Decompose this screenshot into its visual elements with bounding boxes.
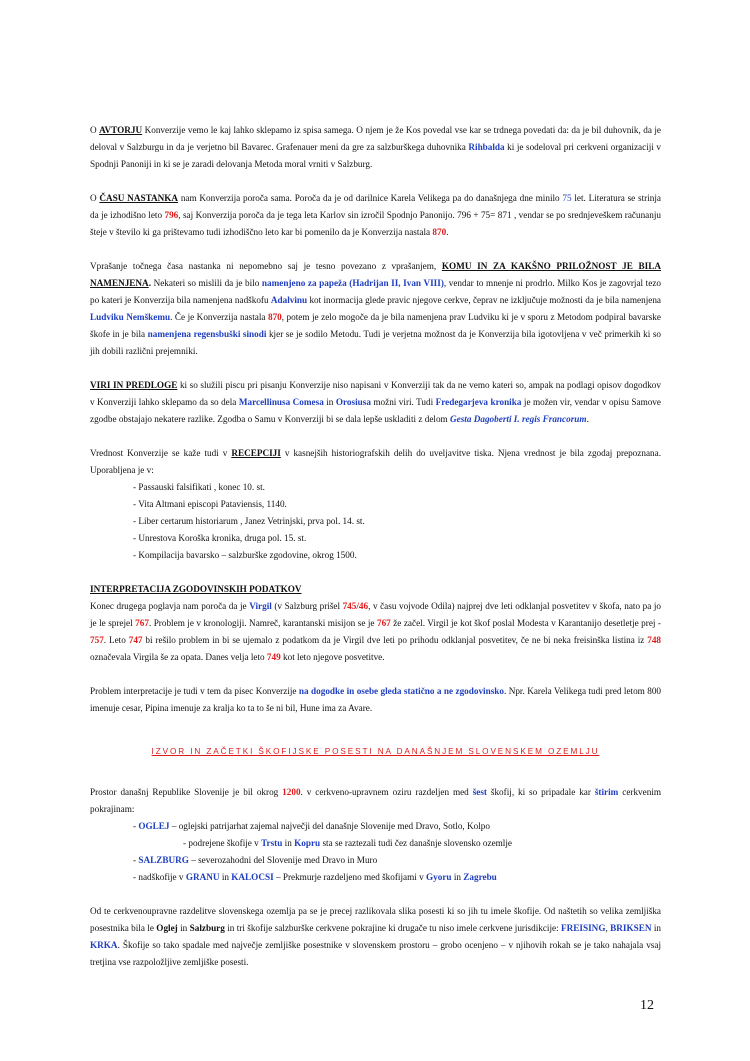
document-body: [90, 122, 661, 988]
year-747: 747: [128, 635, 143, 645]
paragraph-time: [90, 190, 661, 241]
text: in: [451, 872, 464, 882]
name-pope: namenjeno za papeža (Hadrijan II, Ivan VIII): [261, 278, 444, 288]
text: že začel. Virgil je kot škof poslal Modesta v Karantanijo desetletje prej -: [390, 618, 661, 628]
text: , saj Konverzija poroča da je tega leta Karlov sin izročil Spodnjo Panonijo. 796 + 75= 871 , vendar se po srednjeveškem računanju šteje v število ki ga prištevamo tudi izhodiščno leto kar bi pomenilo da je Konverzija nastala: [90, 210, 661, 237]
text: Vprašanje točnega časa nastanka ni nepomebno saj je tesno povezano z vprašanjem,: [90, 261, 442, 271]
text: .: [586, 414, 589, 424]
text: možni viri. Tudi: [370, 397, 436, 407]
name-oglej: Oglej: [156, 923, 178, 933]
paragraph-author: [90, 122, 661, 173]
name-ludvik: Ludviku Nemškemu: [90, 312, 171, 322]
title-gesta-dagoberti: Gesta Dagoberti I. regis Francorum: [450, 414, 587, 424]
paragraph-reception: [90, 445, 661, 479]
text: -: [133, 855, 139, 865]
year-745-46: 745/46: [342, 601, 369, 611]
year-870: 870: [267, 312, 282, 322]
keyword-reception: RECEPCIJI: [231, 448, 281, 458]
count-four: štirim: [594, 787, 619, 797]
name-krka: KRKA: [90, 940, 118, 950]
name-oglej: OGLEJ: [138, 821, 170, 831]
text: . Npr. Karela Velikega tudi pred letom 800 imenuje cesar, Pipina imenuje za kralja ko ta to še ni bil, Hune ima za Avare.: [90, 686, 662, 713]
subheading-interpretation: INTERPRETACIJA ZGODOVINSKIH PODATKOV: [90, 584, 302, 594]
list-item-salzburg: [90, 852, 661, 869]
text: Konec drugega poglavja nam poroča da je: [90, 601, 250, 611]
text: in tri škofije salzburške cerkvene pokrajine ki drugače tu niso imele cerkvene jurisdikcije:: [224, 923, 562, 933]
text: in: [219, 872, 232, 882]
paragraph-purpose: [90, 258, 661, 360]
name-synod: namenjena regensbuški sinodi: [147, 329, 267, 339]
keyword-sources: VIRI IN PREDLOGE: [90, 380, 178, 390]
keyword-time: ČASU NASTANKA: [99, 193, 179, 203]
text: - podrejene škofije v: [183, 838, 262, 848]
list-item: - Kompilacija bavarsko – salzburške zgodovine, okrog 1500.: [133, 550, 357, 560]
section-heading: IZVOR IN ZAČETKI ŠKOFIJSKE POSESTI NA DANAŠNJEM SLOVENSKEM OZEMLJU: [151, 747, 600, 756]
text: sta se raztezali tudi čez današnje slovensko ozemlje: [320, 838, 512, 848]
year-1200: 1200: [282, 787, 301, 797]
year-748: 748: [647, 635, 661, 645]
paragraph-interpretation: [90, 581, 661, 666]
list-item: - Unrestova Koroška kronika, druga pol. 15. st.: [133, 533, 307, 543]
paragraph-sources: [90, 377, 661, 428]
name-rihbald: Rihbalda: [468, 142, 505, 152]
text: Vrednost Konverzije se kaže tudi v: [90, 448, 232, 458]
name-salzburg: Salzburg: [189, 923, 225, 933]
text: Od te cerkvenoupravne razdelitve slovenskega ozemlja pa se je precej razlikovala slika posesti ki so jih tu imele škofije. Od naštetih so velika zemljiška posestnika bila le: [90, 906, 661, 933]
text: , vendar to mnenje ni prodrlo. Milko Kos je zagovrjal tezo po kateri je Konverzija bila namenjena nadškofu: [90, 278, 661, 305]
text: , v času vojvode Odila) najprej dve leti odklanjal posvetitev v škofa, nato pa jo je le sprejel: [90, 601, 661, 628]
text: - nadškofije v: [133, 872, 186, 882]
name-gyor: Gyoru: [425, 872, 452, 882]
text: Konverzije vemo le kaj lahko sklepamo iz spisa samega. O njem je že Kos povedal vse kar se trdnega povedati da: da je bil duhovnik, da je deloval v Salzburgu in da je verjetno bil Bavarec. Grafenauer meni da gre za salzburškega duhovnika: [90, 125, 661, 152]
text: (v Salzburg prišel: [271, 601, 343, 611]
name-gran: GRANU: [185, 872, 220, 882]
text: kot leto njegove posvetitve.: [280, 652, 385, 662]
reception-list: [90, 479, 661, 564]
text: O: [90, 193, 100, 203]
year-749: 749: [266, 652, 281, 662]
list-item-trst-koper: [90, 835, 661, 852]
text: – severozahodni del Slovenije med Dravo in Muro: [188, 855, 378, 865]
text: v kasnejših historiografskih delih do uveljavitve tiska. Njena vrednost je bila zgodaj prepoznana. Uporabljena je v:: [90, 448, 661, 475]
text: cerkvenim pokrajinam:: [90, 787, 662, 814]
text: in: [282, 838, 295, 848]
list-item: - Passauski falsifikati , konec 10. st.: [133, 482, 265, 492]
text: O: [90, 125, 100, 135]
list-item: - Vita Altmani episcopi Pataviensis, 1140.: [133, 499, 287, 509]
name-trst: Trstu: [261, 838, 283, 848]
name-briksen: BRIKSEN: [610, 923, 652, 933]
text: – Prekmurje razdeljeno med škofijami v: [273, 872, 426, 882]
text: škofij, ki so pripadale kar: [486, 787, 595, 797]
name-koper: Kopru: [294, 838, 321, 848]
text: , potem je zelo mogoče da je bila namenjena prav Ludviku ki je v sporu z Metodom podpiral bavarske škofe in je bila: [90, 312, 661, 339]
count-six: šest: [472, 787, 487, 797]
name-freising: FREISING: [561, 923, 606, 933]
page-number: 12: [640, 998, 654, 1013]
text: ki je sodeloval pri cerkveni organizaciji v Spodnji Panoniji in ki se je zaradi delovanja Metoda moral vrniti v Salzburg.: [90, 142, 661, 169]
text: Nekateri so mislili da je bilo: [151, 278, 262, 288]
text: – oglejski patrijarhat zajemal največji del današnje Slovenije med Dravo, Sotlo, Kolpo: [169, 821, 490, 831]
text: in: [323, 397, 336, 407]
text: ,: [605, 923, 611, 933]
year-767: 767: [135, 618, 149, 628]
text: in: [177, 923, 190, 933]
provinces-list: [90, 818, 661, 886]
text: kjer se je sodilo Metodu. Tudi je verjetna možnost da je Konverzija bila igotovljena v več primerkih ki so jih dobili različni prejemniki.: [90, 329, 661, 356]
text: Problem interpretacije je tudi v tem da pisec Konverzije: [90, 686, 299, 696]
keyword-author: AVTORJU: [99, 125, 143, 135]
paragraph-possessions: [90, 903, 661, 971]
text: .: [446, 227, 449, 237]
number-75: 75: [562, 193, 572, 203]
name-kalocsa: KALOCSI: [231, 872, 274, 882]
list-item-gran-kalocsa: [90, 869, 661, 886]
text: . Problem je v kronologiji. Namreč, karantanski misijon se je: [148, 618, 377, 628]
name-zagreb: Zagrebu: [463, 872, 497, 882]
name-orosius: Orosiusa: [335, 397, 371, 407]
name-salzburg: SALZBURG: [138, 855, 189, 865]
year-767: 767: [376, 618, 391, 628]
text: . Če je Konverzija nastala: [170, 312, 268, 322]
text: bi rešilo problem in bi se ujemalo z podatkom da je Virgil dve leti po prihodu odklanjal posvetitev, če ne bi neka freisinška listina iz: [142, 635, 648, 645]
text: in: [651, 923, 662, 933]
year-757: 757: [90, 635, 104, 645]
list-item-oglej: [90, 818, 661, 835]
text: kot inormacija glede pravic njegove cerkve, čeprav ne izključuje možnosti da je bila namenjena: [307, 295, 662, 305]
text: Prostor današnj Republike Slovenije je bil okrog: [90, 787, 283, 797]
text: . Leto: [103, 635, 129, 645]
keyword-purpose: KOMU IN ZA KAKŠNO PRILOŽNOST JE BILA NAMENJENA: [90, 261, 661, 288]
text: ki so služili piscu pri pisanju Konverzije niso napisani v Konverziji tak da ne vemo kateri so, ampak na podlagi opisov dogodkov v Konverziji lahko sklepamo da so dela: [90, 380, 661, 407]
paragraph-provinces-intro: [90, 784, 661, 818]
name-adalvin: Adalvinu: [270, 295, 308, 305]
text: . Škofije so tako spadale med največje zemljiške posestnike v slovenskem prostoru – grobo ocenjeno – v njihovih rokah se je tako nahajala vsaj tretjina vse razpoložljive zemljiške posesti.: [90, 940, 661, 967]
name-marcellinus: Marcellinusa Comesa: [238, 397, 324, 407]
text: let. Literatura se strinja da je izhodišno leto: [90, 193, 661, 220]
text: .: [148, 278, 151, 288]
year-796: 796: [164, 210, 179, 220]
text: -: [133, 821, 139, 831]
text: je možen vir, vendar v opisu Samove zgodbe obstajajo nekatere razlike. Zgodba o Samu v Konverziji bi se dala lepše uskladiti z delom: [90, 397, 661, 424]
name-virgil: Virgil: [249, 601, 272, 611]
list-item: - Liber certarum historiarum , Janez Vetrinjski, prva pol. 14. st.: [133, 516, 365, 526]
highlight-static-view: na dogodke in osebe gleda statično a ne zgodovinsko: [298, 686, 504, 696]
year-870: 870: [432, 227, 447, 237]
paragraph-interpretation-problem: [90, 683, 661, 717]
text: označevala Virgila še za opata. Danes velja leto: [90, 652, 267, 662]
text: nam Konverzija poroča sama. Poroča da je od darilnice Karela Velikega pa do današnjega dne minilo: [178, 193, 563, 203]
name-fredegar: Fredegarjeva kronika: [435, 397, 522, 407]
text: . v cerkveno-upravnem oziru razdeljen med: [300, 787, 473, 797]
